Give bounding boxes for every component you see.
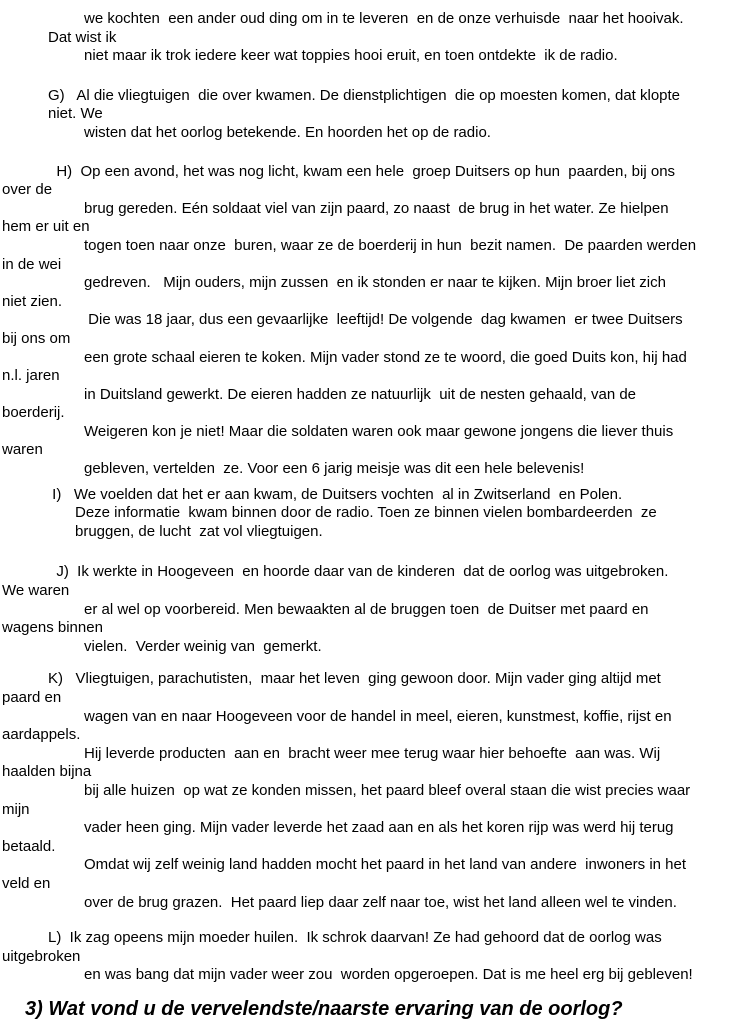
text-line: aardappels. bbox=[2, 726, 81, 744]
paragraph-item-i bbox=[0, 486, 755, 542]
text-line: en was bang dat mijn vader weer zou worden opgeroepen. Dat is me heel erg bij gebleven! bbox=[84, 966, 693, 984]
text-line: in Duitsland gewerkt. De eieren hadden ze natuurlijk uit de nesten gehaald, van de bbox=[84, 385, 637, 403]
text-line: waren bbox=[2, 441, 43, 459]
text-line: boerderij. bbox=[2, 404, 65, 422]
text-line: bij ons om bbox=[2, 329, 71, 347]
paragraph-intro-continued bbox=[0, 10, 755, 66]
text-line: H) Op een avond, het was nog licht, kwam een hele groep Duitsers op hun paarden, bij ons bbox=[48, 162, 676, 180]
text-line: niet maar ik trok iedere keer wat toppies hooi eruit, en toen ontdekte ik de radio. bbox=[84, 47, 618, 65]
text-line: hem er uit en bbox=[2, 218, 90, 236]
text-line: vader heen ging. Mijn vader leverde het zaad aan en als het koren rijp was werd hij terug bbox=[84, 819, 674, 837]
text-line: wagens binnen bbox=[2, 619, 103, 637]
text-line: Hij leverde producten aan en bracht weer mee terug waar hier behoefte aan was. Wij bbox=[84, 744, 661, 762]
text-line: vielen. Verder weinig van gemerkt. bbox=[84, 637, 322, 655]
text-line: Dat wist ik bbox=[48, 28, 117, 46]
text-line: bruggen, de lucht zat vol vliegtuigen. bbox=[75, 522, 323, 540]
text-line: K) Vliegtuigen, parachutisten, maar het leven ging gewoon door. Mijn vader ging altijd met bbox=[48, 670, 661, 688]
text-line: J) Ik werkte in Hoogeveen en hoorde daar van de kinderen dat de oorlog was uitgebroken. bbox=[48, 563, 669, 581]
text-line: er al wel op voorbereid. Men bewaakten al de bruggen toen de Duitser met paard en bbox=[84, 600, 649, 618]
text-line: gebleven, vertelden ze. Voor een 6 jarig meisje was dit een hele belevenis! bbox=[84, 460, 585, 478]
text-line: L) Ik zag opeens mijn moeder huilen. Ik schrok daarvan! Ze had gehoord dat de oorlog was bbox=[48, 929, 662, 947]
text-line: wagen van en naar Hoogeveen voor de handel in meel, eieren, kunstmest, koffie, rijst en bbox=[84, 707, 672, 725]
text-line: uitgebroken bbox=[2, 947, 81, 965]
text-line: niet. We bbox=[48, 105, 103, 123]
document-body bbox=[0, 10, 755, 985]
paragraph-item-j bbox=[0, 563, 755, 656]
text-line: Die was 18 jaar, dus een gevaarlijke leeftijd! De volgende dag kwamen er twee Duitsers bbox=[84, 311, 683, 329]
text-line: bij alle huizen op wat ze konden missen, het paard bleef overal staan die wist precies waar bbox=[84, 781, 691, 799]
text-line: I) We voelden dat het er aan kwam, de Duitsers vochten al in Zwitserland en Polen. bbox=[48, 485, 623, 503]
text-line: Omdat wij zelf weinig land hadden mocht het paard in het land van andere inwoners in het bbox=[84, 856, 687, 874]
text-line: veld en bbox=[2, 874, 51, 892]
text-line: Deze informatie kwam binnen door de radio. Toen ze binnen vielen bombardeerden ze bbox=[75, 504, 657, 522]
text-line: we kochten een ander oud ding om in te leveren en de onze verhuisde naar het hooivak. bbox=[84, 10, 684, 27]
text-line: brug gereden. Eén soldaat viel van zijn paard, zo naast de brug in het water. Ze hielpen bbox=[84, 199, 669, 217]
text-line: haalden bijna bbox=[2, 763, 92, 781]
paragraph-item-l bbox=[0, 929, 755, 985]
text-line: betaald. bbox=[2, 837, 56, 855]
paragraph-item-k bbox=[0, 670, 755, 912]
text-line: gedreven. Mijn ouders, mijn zussen en ik stonden er naar te kijken. Mijn broer liet zich bbox=[84, 274, 666, 292]
text-line: niet zien. bbox=[2, 292, 63, 310]
text-line: over de bbox=[2, 181, 53, 199]
paragraph-item-h bbox=[0, 163, 755, 479]
text-line: n.l. jaren bbox=[2, 367, 60, 385]
text-line: over de brug grazen. Het paard liep daar zelf naar toe, wist het land alleen wel te vinden. bbox=[84, 893, 677, 911]
text-line: G) Al die vliegtuigen die over kwamen. De dienstplichtigen die op moesten komen, dat klopte bbox=[48, 86, 681, 104]
text-line: een grote schaal eieren te koken. Mijn vader stond ze te woord, die goed Duits kon, hij had bbox=[84, 348, 687, 366]
text-line: wisten dat het oorlog betekende. En hoorden het op de radio. bbox=[84, 123, 491, 141]
text-line: togen toen naar onze buren, waar ze de boerderij in hun bezit namen. De paarden werden bbox=[84, 236, 697, 254]
paragraph-item-g bbox=[0, 87, 755, 143]
text-line: mijn bbox=[2, 800, 30, 818]
text-line: in de wei bbox=[2, 255, 62, 273]
text-line: Weigeren kon je niet! Maar die soldaten waren ook maar gewone jongens die liever thuis bbox=[84, 422, 674, 440]
text-line: We waren bbox=[2, 582, 70, 600]
text-line: paard en bbox=[2, 689, 62, 706]
section-heading-question-3: 3) Wat vond u de vervelendste/naarste ervaring van de oorlog? bbox=[25, 997, 623, 1020]
